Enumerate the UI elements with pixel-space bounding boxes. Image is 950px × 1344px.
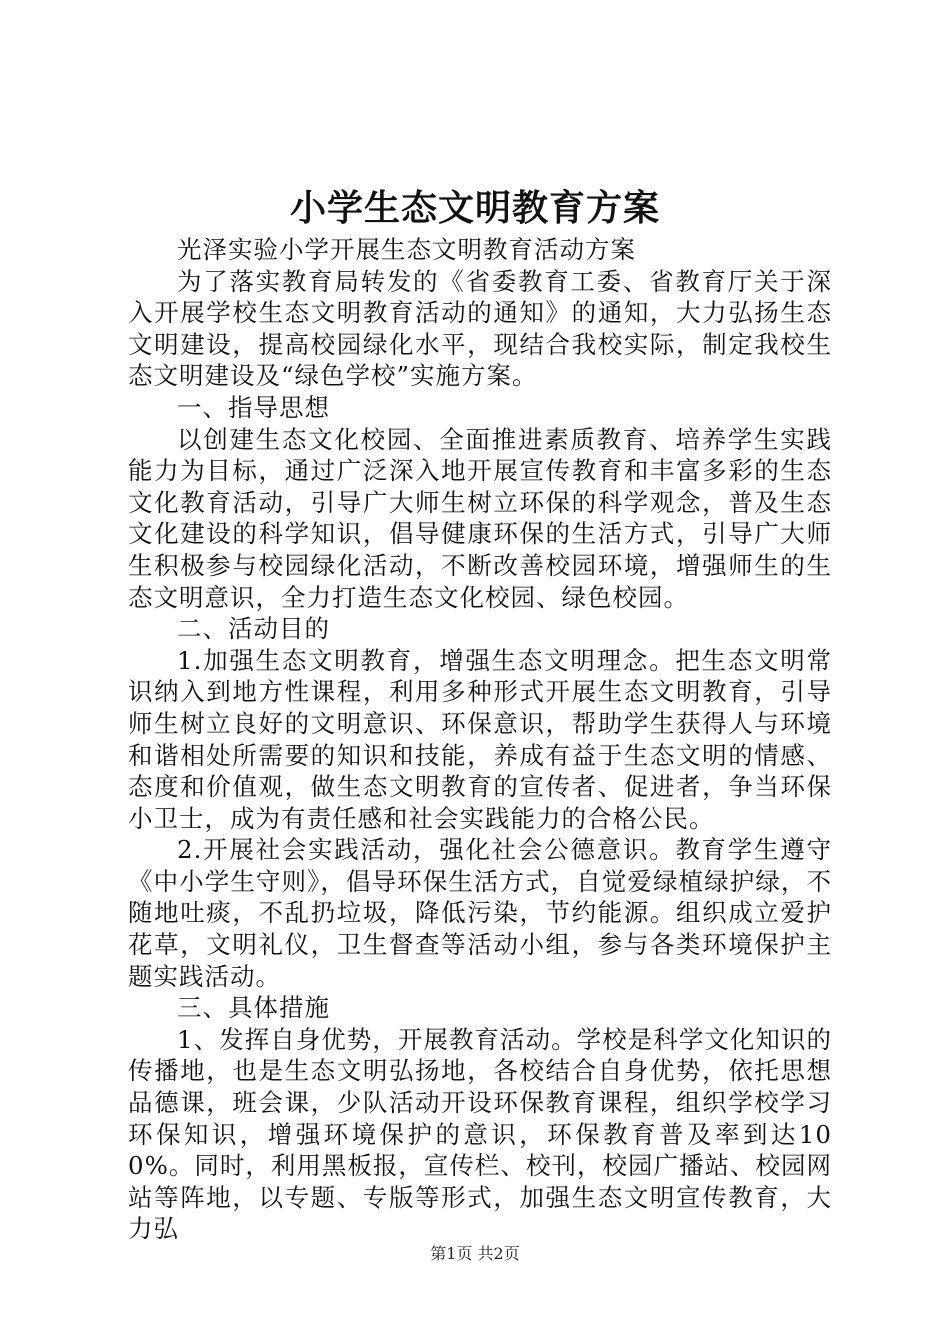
section-heading-activity-purpose: 二、活动目的: [177, 614, 330, 644]
document-body: [128, 234, 832, 1245]
document-subtitle: 光泽实验小学开展生态文明教育活动方案: [177, 235, 636, 264]
section-heading-measures: 三、具体措施: [177, 993, 330, 1023]
guiding-thought-paragraph: 以创建生态文化校园、全面推进素质教育、培养学生实践能力为目标，通过广泛深入地开展宣传教育和丰富多彩的生态文化教育活动，引导广大师生树立环保的科学观念，普及生态文化建设的科学知识，倡导健康环保的生活方式，引导广大师生积极参与校园绿化活动，不断改善校园环境，增强师生的生态文明意识，全力打造生态文化校园、绿色校园。: [128, 424, 832, 612]
measures-item-1: 1、发挥自身优势，开展教育活动。学校是科学文化知识的传播地，也是生态文明弘扬地，各校结合自身优势，依托思想品德课，班会课，少队活动开设环保教育课程，组织学校学习环保知识，增强环境保护的意识，环保教育普及率到达100%。同时，利用黑板报，宣传栏、校刊，校园广播站、校园网站等阵地，以专题、专版等形式，加强生态文明宣传教育，大力弘: [128, 1024, 832, 1244]
page-number-footer: 第1页 共2页: [430, 1244, 520, 1263]
document-title: 小学生态文明教育方案: [289, 187, 660, 229]
section-heading-guiding-thought: 一、指导思想: [177, 392, 330, 422]
activity-purpose-item-2: 2.开展社会实践活动，强化社会公德意识。教育学生遵守《中小学生守则》，倡导环保生活方式，自觉爱绿植绿护绿，不随地吐痰，不乱扔垃圾，降低污染，节约能源。组织成立爱护花草，文明礼仪，卫生督查等活动小组，参与各类环境保护主题实践活动。: [128, 835, 832, 991]
intro-paragraph: 为了落实教育局转发的《省委教育工委、省教育厅关于深入开展学校生态文明教育活动的通知》的通知，大力弘扬生态文明建设，提高校园绿化水平，现结合我校实际，制定我校生态文明建设及“绿色学校”实施方案。: [128, 266, 832, 391]
activity-purpose-item-1: 1.加强生态文明教育，增强生态文明理念。把生态文明常识纳入到地方性课程，利用多种形式开展生态文明教育，引导师生树立良好的文明意识、环保意识，帮助学生获得人与环境和谐相处所需要的知识和技能，养成有益于生态文明的情感、态度和价值观，做生态文明教育的宣传者、促进者，争当环保小卫士，成为有责任感和社会实践能力的合格公民。: [128, 645, 832, 833]
